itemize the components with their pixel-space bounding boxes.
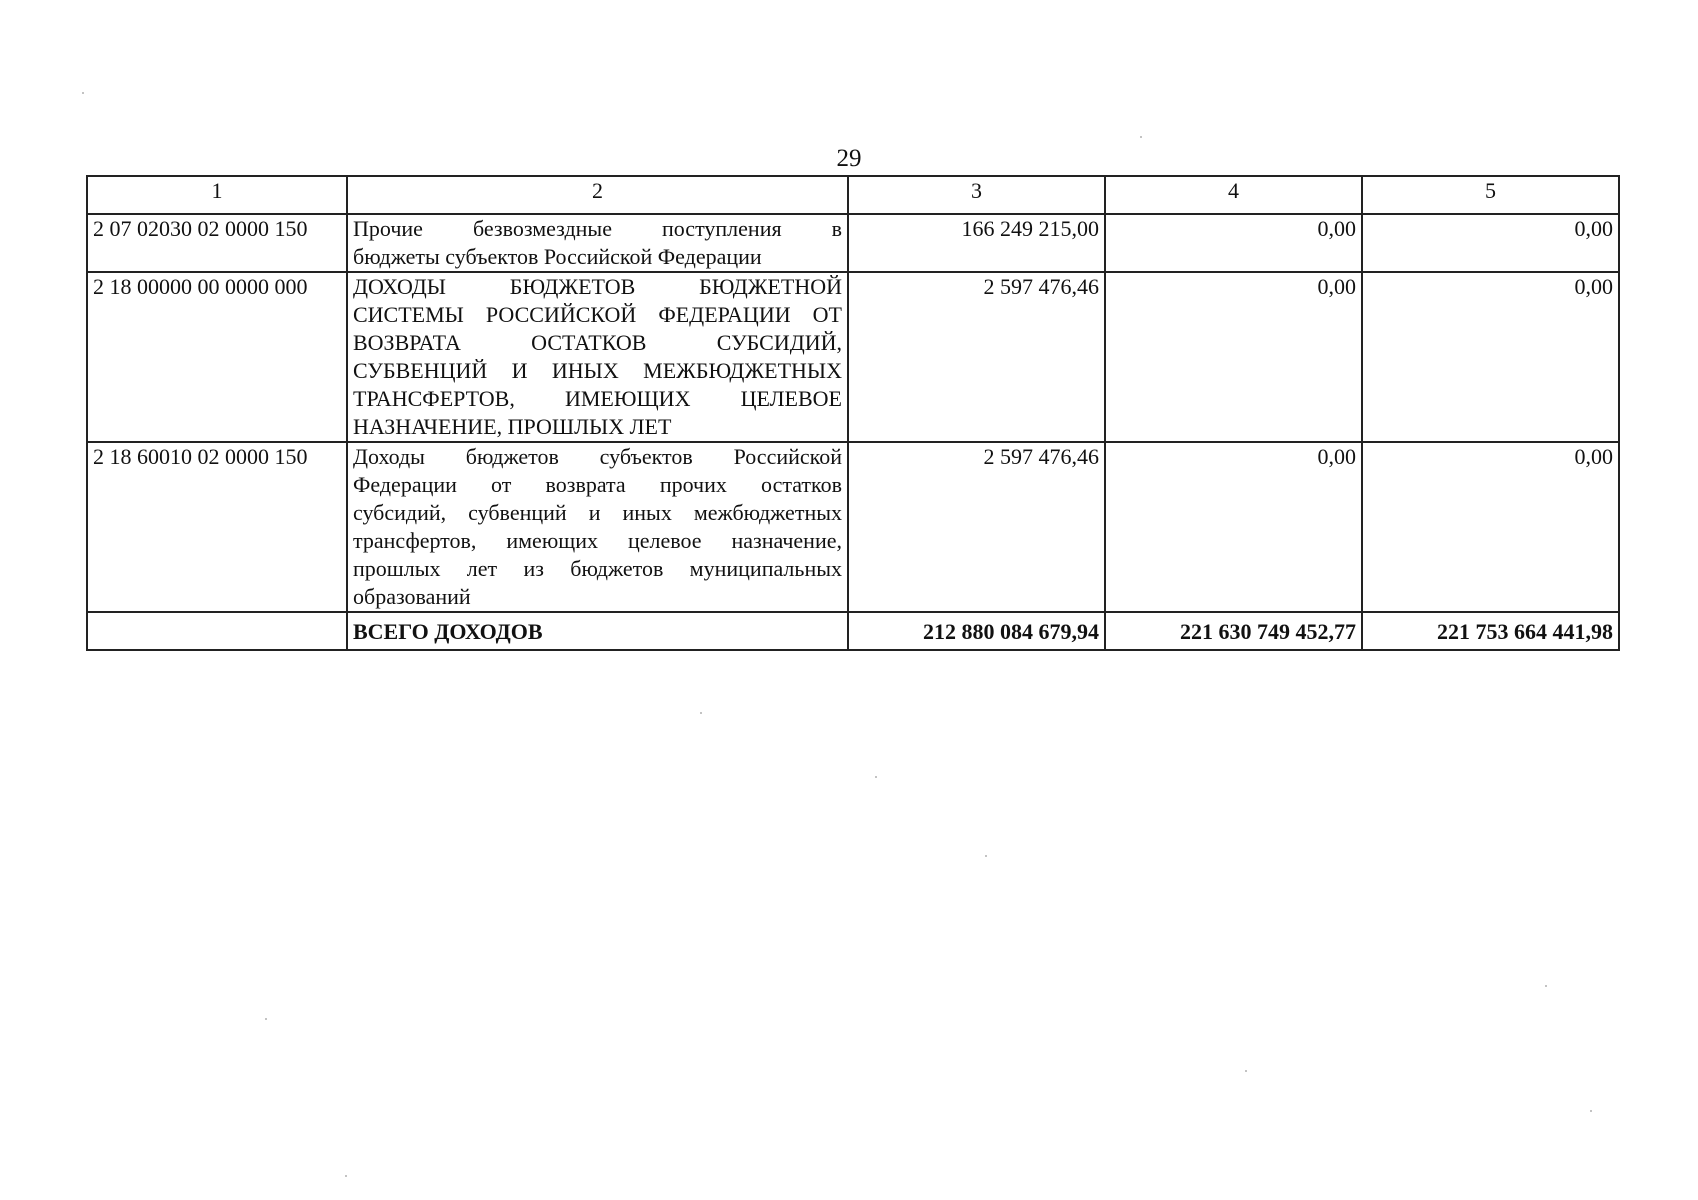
total-row [87,612,1619,650]
total-value-3: 212 880 084 679,94 [848,612,1105,650]
total-value-5: 221 753 664 441,98 [1362,612,1619,650]
name-line: субсидий, субвенций и иных межбюджетных [353,500,842,525]
total-label: ВСЕГО ДОХОДОВ [347,612,848,650]
scan-speck [82,92,84,94]
scan-speck [1140,136,1142,138]
header-cell-5: 5 [1362,176,1619,214]
total-value-4: 221 630 749 452,77 [1105,612,1362,650]
name-line: НАЗНАЧЕНИЕ, ПРОШЛЫХ ЛЕТ [353,414,672,439]
table-row [87,442,1619,612]
page-number: 29 [836,145,862,172]
name-line: ДОХОДЫ БЮДЖЕТОВ БЮДЖЕТНОЙ [353,274,842,299]
header-cell-4: 4 [1105,176,1362,214]
scan-speck [1590,1110,1592,1112]
value-cell-3: 166 249 215,00 [848,214,1105,272]
value-cell-5: 0,00 [1362,214,1619,272]
header-row [87,176,1619,214]
name-line: трансфертов, имеющих целевое назначение, [353,528,842,553]
scan-speck [985,855,987,857]
value-cell-5: 0,00 [1362,442,1619,612]
name-line: Доходы бюджетов субъектов Российской [353,444,842,469]
name-line: ВОЗВРАТА ОСТАТКОВ СУБСИДИЙ, [353,330,842,355]
scan-speck [345,1175,347,1177]
name-line: Федерации от возврата прочих остатков [353,472,842,497]
name-line: СИСТЕМЫ РОССИЙСКОЙ ФЕДЕРАЦИИ ОТ [353,302,842,327]
header-cell-2: 2 [347,176,848,214]
scan-speck [875,776,877,778]
name-cell [347,214,848,272]
header-cell-3: 3 [848,176,1105,214]
scan-speck [1545,985,1547,987]
value-cell-5: 0,00 [1362,272,1619,442]
name-line: Прочие безвозмездные поступления в [353,216,842,241]
table-row [87,272,1619,442]
name-line: СУБВЕНЦИЙ И ИНЫХ МЕЖБЮДЖЕТНЫХ [353,358,842,383]
value-cell-4: 0,00 [1105,272,1362,442]
budget-table [86,175,1620,651]
total-code-cell [87,612,347,650]
value-cell-3: 2 597 476,46 [848,272,1105,442]
code-cell: 2 18 00000 00 0000 000 [87,272,347,442]
scan-speck [1245,1070,1247,1072]
header-cell-1: 1 [87,176,347,214]
table-row [87,214,1619,272]
name-line: образований [353,584,471,609]
name-cell [347,272,848,442]
name-line: ТРАНСФЕРТОВ, ИМЕЮЩИХ ЦЕЛЕВОЕ [353,386,842,411]
scan-speck [700,712,702,714]
value-cell-4: 0,00 [1105,442,1362,612]
code-cell: 2 18 60010 02 0000 150 [87,442,347,612]
code-cell: 2 07 02030 02 0000 150 [87,214,347,272]
name-cell [347,442,848,612]
value-cell-4: 0,00 [1105,214,1362,272]
scan-speck [265,1018,267,1020]
name-line: бюджеты субъектов Российской Федерации [353,244,762,269]
name-line: прошлых лет из бюджетов муниципальных [353,556,842,581]
value-cell-3: 2 597 476,46 [848,442,1105,612]
